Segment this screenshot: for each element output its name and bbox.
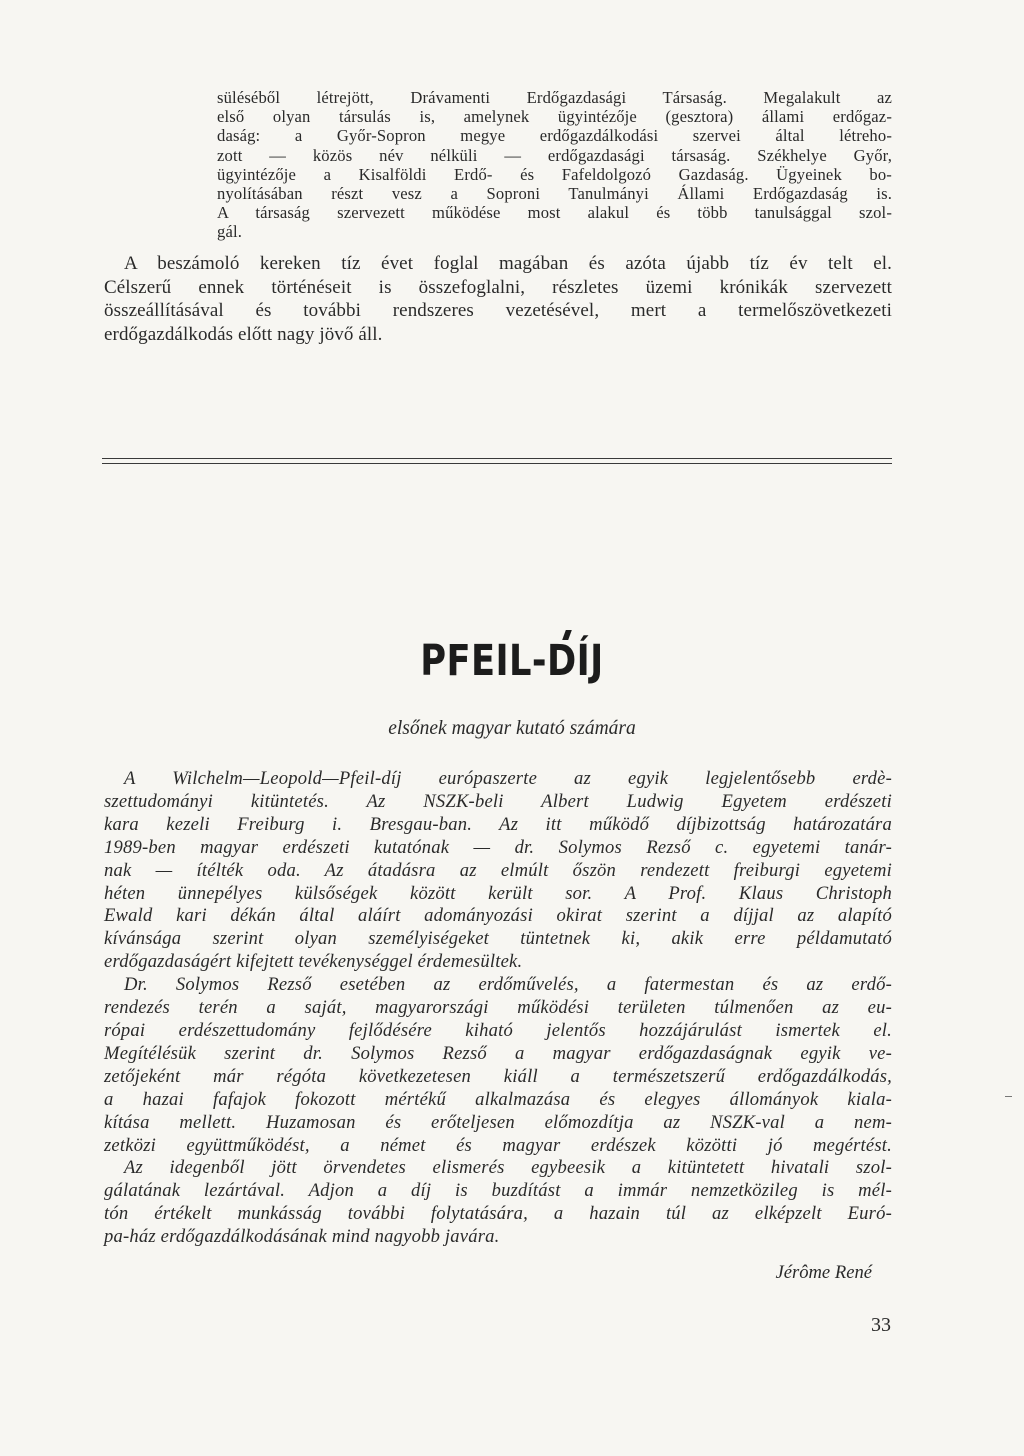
text-line: 1989-ben magyar erdészeti kutatónak — dr. Solymos Rezső c. egyetemi tanár- <box>104 836 892 858</box>
text-line: kítása mellett. Huzamosan és erőteljesen előmozdítja az NSZK-val a nem- <box>104 1111 892 1133</box>
text-line: tón értékelt munkásság további folytatására, a hazain túl az elképzelt Euró- <box>104 1203 892 1225</box>
article-body <box>104 768 892 1249</box>
text-line: erdőgazdaságért kifejtett tevékenységgel érdemesültek. <box>104 951 523 973</box>
text-line: szettudományi kitüntetés. Az NSZK-beli Albert Ludwig Egyetem erdészeti <box>104 790 892 812</box>
article-subtitle: elsőnek magyar kutató számára <box>388 718 636 739</box>
text-line: Dr. Solymos Rezső esetében az erdőművelés, a fatermestan és az erdő- <box>124 974 892 996</box>
text-line: erdőgazdálkodás előtt nagy jövő áll. <box>104 323 383 345</box>
text-line: A társaság szervezett működése most alakul és több tanulsággal szol- <box>217 203 892 223</box>
text-line: kara kezeli Freiburg i. Bresgau-ban. Az itt működő díjbizottság határozatára <box>104 813 892 835</box>
text-line: első olyan társulás is, amelynek ügyintézője (gesztora) állami erdőgaz- <box>217 107 892 127</box>
text-line: kívánsága szerint olyan személyiségeket tüntetnek ki, akik erre példamutató <box>104 928 892 950</box>
text-line: A beszámoló kereken tíz évet foglal magában és azóta újabb tíz év telt el. <box>124 253 892 274</box>
text-line: zetközi együttműködést, a német és magyar erdészek közötti jó megértést. <box>104 1134 892 1156</box>
text-line: zott — közös név nélküli — erdőgazdasági társaság. Székhelye Győr, <box>217 145 892 165</box>
text-line: összeállításával és további rendszeres vezetésével, mert a termelőszövetkezeti <box>104 300 892 321</box>
article-heading: PFEIL-DÍJ <box>420 636 604 686</box>
text-line: zetőjeként már régóta következetesen kiáll a természetszerű erdőgazdálkodás, <box>104 1065 892 1087</box>
author-signature: Jérôme René <box>775 1262 872 1283</box>
text-line: ügyintézője a Kisalföldi Erdő- és Fafeldolgozó Gazdaság. Ügyeinek bo- <box>217 164 892 184</box>
text-line: süléséből létrejött, Drávamenti Erdőgazdasági Társaság. Megalakult az <box>217 88 892 107</box>
margin-mark <box>1005 1096 1012 1097</box>
text-line: nak — ítélték oda. Az átadásra az elmúlt őszön rendezett freiburgi egyetemi <box>104 859 892 881</box>
text-line: Célszerű ennek történéseit is összefoglalni, részletes üzemi krónikák szervezett <box>104 276 892 298</box>
top-paragraph <box>217 88 892 242</box>
text-line: gál. <box>217 222 243 242</box>
text-line: nyolításában részt vesz a Soproni Tanulmányi Állami Erdőgazdaság is. <box>217 184 892 204</box>
text-line: pa-ház erdőgazdálkodásának mind nagyobb javára. <box>104 1226 500 1248</box>
separator-rule-top <box>102 458 892 459</box>
text-line: rendezés terén a saját, magyarországi működési területen túlmenően az eu- <box>104 997 892 1019</box>
text-line: Megítélésük szerint dr. Solymos Rezső a magyar erdőgazdaságnak egyik ve- <box>104 1042 892 1064</box>
text-line: Az idegenből jött örvendetes elismerés egybeesik a kitüntetett hivatali szol- <box>124 1157 892 1179</box>
closing-paragraph <box>104 252 892 346</box>
page-number: 33 <box>871 1314 891 1336</box>
text-line: A Wilchelm—Leopold—Pfeil-díj európaszerte az egyik legjelentősebb erdè- <box>124 768 892 789</box>
separator-rule-bottom <box>102 463 892 464</box>
text-line: a hazai fafajok fokozott mértékű alkalmazása és elegyes állományok kiala- <box>104 1088 892 1110</box>
text-line: gálatának lezártával. Adjon a díj is buzdítást a immár nemzetközileg is mél- <box>104 1180 892 1202</box>
text-line: daság: a Győr-Sopron megye erdőgazdálkodási szervei által létreho- <box>217 126 892 146</box>
text-line: héten ünnepélyes külsőségek között került sor. A Prof. Klaus Christoph <box>104 882 892 904</box>
text-line: Ewald kari dékán által aláírt adományozási okirat szerint a díjjal az alapító <box>104 905 892 927</box>
text-line: rópai erdészettudomány fejlődésére kiható jelentős hozzájárulást ismertek el. <box>104 1019 892 1041</box>
